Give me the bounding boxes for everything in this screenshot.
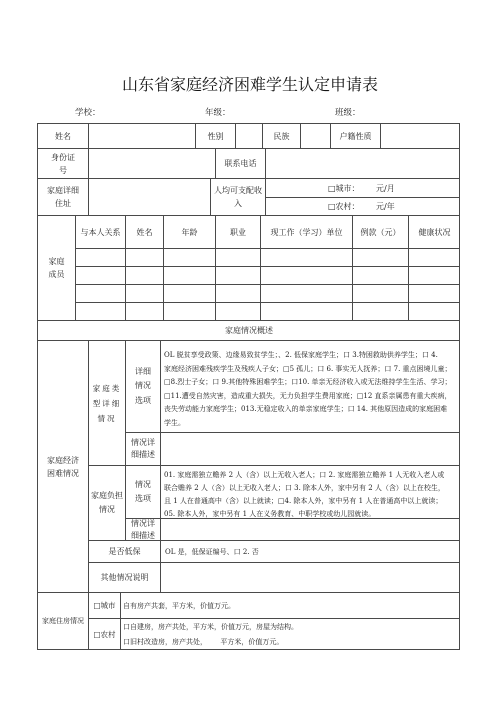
family-member-cell: [125, 266, 163, 284]
income-rural-option: □农村：: [328, 202, 360, 211]
housing-city-option-cell: [88, 592, 120, 618]
family-member-cell: [125, 302, 163, 320]
family-member-cell: [75, 302, 125, 320]
family-type-option-line: □8.烈士子女；口 9.其他特殊困难学生；口10. 单亲无经济收入或无法维持学生生活、学习；: [164, 378, 452, 386]
family-type-options-label: 详细情况选项: [135, 366, 151, 405]
column-header-text: 与本人关系: [80, 227, 121, 237]
family-members-label: 家庭成员: [48, 257, 65, 279]
family-type-option-line: □11.遭受自然灾害，造成重大损失，无力负担学生费用家庭；□12 直系亲属患有重大疾病，: [164, 391, 452, 400]
income-city-unit: 元/月: [376, 183, 395, 193]
family-type-options-label-cell: [125, 340, 160, 432]
ethnicity-label-cell: [262, 123, 300, 148]
address-label-cell: [37, 178, 88, 215]
family-members-header-row: [37, 215, 460, 248]
column-header-text: 健康状况: [418, 227, 451, 237]
housing-label: 家庭住房情况: [42, 617, 84, 625]
ethnicity-label: 民族: [273, 131, 290, 141]
family-type-option-line: 家庭经济困难残疾学生及残疾人子女；□5 孤儿；口 6. 事实无人抚养；口 7. 重点困境儿童；: [164, 364, 452, 373]
housing-label-cell: [37, 592, 88, 650]
id-number-label: 身份证号: [51, 152, 75, 175]
family-burden-options-label-cell: [125, 465, 160, 518]
phone-label-cell: [215, 148, 265, 178]
id-number-label-cell: [37, 148, 88, 178]
difficulty-label: 家庭经济困难情况: [47, 455, 79, 478]
phone-value-cell: [265, 148, 460, 178]
low-income-options: OL 是，低保证编号、口 2. 否: [165, 547, 259, 556]
family-member-cell: [260, 284, 352, 302]
gender-label: 性别: [207, 131, 224, 141]
column-header-text: 姓名: [136, 227, 153, 237]
family-burden-option-line: 联合赡养 2 人（含）以上无收入老人；口 3. 除本人外，家中另有 2 人（含）以上在校生，: [164, 484, 445, 492]
housing-rural-line: 口旧村改造房，房产共处， 平方米，价值万元。: [123, 638, 284, 646]
family-burden-option-line: 05. 除本人外，家中另有 1 人在义务教育、中职学校或幼儿园就读。: [164, 510, 376, 518]
form-title: 山东省家庭经济困难学生认定申请表: [121, 75, 378, 94]
family-member-cell: [163, 266, 215, 284]
column-header-health: [408, 215, 460, 248]
family-member-row: [37, 248, 460, 266]
application-table: [37, 123, 460, 650]
low-income-options-cell: [160, 540, 460, 562]
family-member-cell: [408, 248, 460, 266]
housing-rural-option-cell: [88, 618, 120, 650]
family-member-cell: [215, 284, 260, 302]
family-member-cell: [408, 302, 460, 320]
overview-title-cell: [37, 320, 460, 340]
id-number-value-cell: [88, 148, 215, 178]
family-member-cell: [125, 248, 163, 266]
family-member-cell: [260, 248, 352, 266]
family-burden-label-cell: [88, 465, 125, 540]
family-member-cell: [75, 248, 125, 266]
family-member-cell: [125, 284, 163, 302]
housing-rural-option: □农村: [93, 630, 116, 639]
family-member-cell: [352, 248, 408, 266]
column-header-occupation: [215, 215, 260, 248]
address-value-cell: [88, 178, 210, 215]
grade-label: 年级：: [205, 108, 231, 118]
family-burden-options: [160, 465, 460, 518]
household-type-label-cell: [330, 123, 380, 148]
family-burden-options-label: 情况选项: [135, 480, 151, 503]
school-label: 学校：: [75, 108, 101, 118]
gender-value-cell: [235, 123, 262, 148]
income-rural-unit: 元/年: [376, 202, 395, 211]
household-type-label: 户籍性质: [339, 131, 372, 141]
family-type-option-line: 学生。: [164, 418, 185, 427]
family-member-cell: [163, 302, 215, 320]
family-member-cell: [352, 266, 408, 284]
address-label: 家庭详细住址: [47, 186, 79, 208]
family-type-description-label-cell: [125, 432, 160, 465]
housing-city-option: □城市: [93, 601, 116, 610]
housing-city-text-cell: [120, 592, 460, 618]
household-type-value-cell: [380, 123, 460, 148]
family-burden-option-line: 01. 家庭需独立赡养 2 人（含）以上无收入老人；口 2. 家庭需独立赡养 1 人无收入老人或: [164, 471, 445, 479]
family-member-cell: [260, 266, 352, 284]
family-member-cell: [352, 302, 408, 320]
overview-title: 家庭情况概述: [225, 326, 273, 335]
column-header-text: 职业: [230, 227, 246, 237]
family-member-cell: [352, 284, 408, 302]
column-header-text: 现工作（学习）单位: [270, 227, 343, 237]
other-info-value-cell: [160, 562, 460, 592]
family-member-cell: [75, 266, 125, 284]
other-info-label-cell: [88, 562, 160, 592]
family-burden-option-line: 且 1 人在普通高中（含）以上就读；□4. 除本人外，家中另有 1 人在普通高中以上就读；: [164, 497, 443, 505]
income-rural-cell: [265, 197, 460, 215]
column-header-text: 年龄: [181, 227, 198, 237]
family-type-label: 家庭类型详细情况: [92, 383, 122, 423]
family-member-cell: [215, 248, 260, 266]
low-income-label: 是否低保: [108, 547, 141, 556]
name-value-cell: [88, 123, 195, 148]
family-burden-description-label: 情况详细描述: [131, 518, 155, 540]
family-member-cell: [260, 302, 352, 320]
phone-label: 联系电话: [224, 159, 257, 168]
housing-rural-line: 口自建房，房产共处，平方米，价值万元，房屋为结构。: [123, 623, 298, 631]
name-label: 姓名: [55, 131, 71, 141]
family-member-cell: [75, 284, 125, 302]
housing-rural-text-cell: [120, 618, 460, 650]
column-header-text: 例款（元）: [360, 227, 401, 237]
family-member-cell: [408, 266, 460, 284]
family-type-description-label: 情况详细描述: [131, 438, 155, 459]
column-header-workplace: [260, 215, 352, 248]
family-type-label-cell: [88, 340, 125, 465]
family-type-options: [160, 340, 460, 432]
income-city-option: □城市：: [328, 183, 360, 193]
gender-label-cell: [195, 123, 235, 148]
family-member-row: [37, 302, 460, 320]
income-label-cell: [210, 178, 265, 215]
family-type-description-cell: [160, 432, 460, 465]
income-label: 人均可支配收入: [214, 186, 262, 208]
family-member-cell: [163, 284, 215, 302]
family-member-cell: [215, 302, 260, 320]
ethnicity-value-cell: [300, 123, 330, 148]
housing-city-text: 自有房产共套，平方米，价值万元。: [123, 601, 235, 610]
family-member-cell: [408, 284, 460, 302]
family-type-option-line: 丧失劳动能力家庭学生；013.无稳定收入的单亲家庭学生；口 14. 其他原因造成的家庭困难: [164, 405, 448, 413]
column-header-income: [352, 215, 408, 248]
low-income-label-cell: [88, 540, 160, 562]
income-city-cell: [265, 178, 460, 197]
family-member-cell: [163, 248, 215, 266]
family-burden-description-label-cell: [125, 518, 160, 540]
family-type-option-line: OL 脱贫享受政策、边缘易致贫学生；、2. 低保家庭学生；口 3.特困救助供养学生；口 4.: [164, 351, 438, 359]
family-burden-description-cell: [160, 518, 460, 540]
class-label: 班级：: [335, 108, 361, 118]
difficulty-label-cell: [37, 340, 88, 592]
family-burden-label: 家庭负担情况: [91, 491, 123, 514]
column-header-relation: [75, 215, 125, 248]
other-info-label: 其他情况说明: [100, 573, 149, 582]
family-member-row: [37, 266, 460, 284]
name-label-cell: [37, 123, 88, 148]
column-header-name: [125, 215, 163, 248]
column-header-age: [163, 215, 215, 248]
family-member-row: [37, 284, 460, 302]
family-member-cell: [215, 266, 260, 284]
